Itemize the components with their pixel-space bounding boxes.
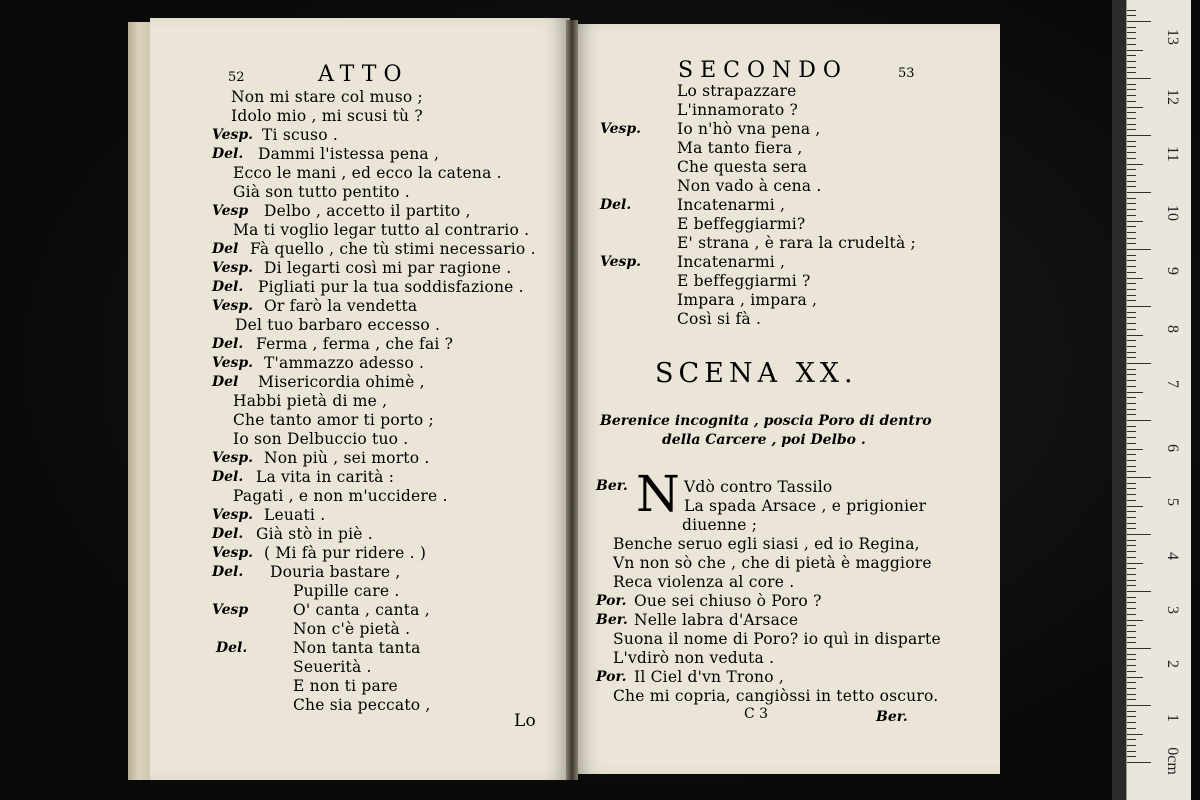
ruler-tick [1127,471,1136,472]
ruler-tick [1127,580,1136,581]
verse-line: Non tanta tanta [293,639,421,657]
verse-line: Pupille care . [293,582,400,600]
ruler-tick [1127,585,1136,586]
verse-line: Or farò la vendetta [264,297,418,315]
ruler-tick [1127,78,1151,79]
left-page-number: 52 [228,70,245,85]
verse-line: Che sia peccato , [293,696,431,714]
ruler-tick [1127,129,1136,130]
speaker-label: Vesp. [212,545,254,561]
ruler-tick [1127,312,1136,313]
ruler-tick [1127,517,1136,518]
ruler-tick [1127,181,1136,182]
scene-heading: SCENA XX. [655,358,858,389]
ruler-tick [1127,186,1136,187]
cast-line: della Carcere , poi Delbo . [662,432,866,448]
ruler-tick [1127,124,1136,125]
ruler-tick [1127,483,1136,484]
right-catchword: Ber. [876,709,908,725]
verse-line: Ti scuso . [262,126,338,144]
right-page-number: 53 [898,66,915,81]
verse-line: Incatenarmi , [677,196,786,214]
ruler-tick [1127,112,1136,113]
ruler-tick [1127,614,1136,615]
ruler-tick [1127,682,1136,683]
verse-line: L'innamorato ? [677,101,798,119]
verse-line: Delbo , accetto il partito , [264,202,471,220]
verse-line: Così si fà . [677,310,762,328]
ruler-tick [1127,568,1136,569]
ruler-tick [1127,232,1136,233]
ruler-tick [1127,357,1136,358]
ruler-tick [1127,158,1136,159]
ruler-tick [1127,249,1151,250]
ruler-tick [1127,295,1136,296]
verse-line: Pagati , e non m'uccidere . [233,487,448,505]
ruler-tick [1127,625,1136,626]
ruler-tick [1127,363,1151,364]
ruler-tick [1127,523,1136,524]
ruler-tick [1127,534,1151,535]
speaker-label: Vesp. [212,450,254,466]
ruler-tick [1127,420,1151,421]
speaker-label: Del. [212,469,244,485]
ruler-tick [1127,671,1136,672]
ruler-tick [1127,32,1136,33]
speaker-label: Vesp. [600,254,642,270]
measuring-ruler [1126,0,1191,800]
ruler-tick [1127,118,1136,119]
ruler-tick [1127,392,1143,393]
verse-line: L'vdirò non veduta . [613,649,775,667]
ruler-tick [1127,260,1136,261]
speaker-label: Vesp. [212,355,254,371]
ruler-tick [1127,745,1136,746]
ruler-tick [1127,141,1136,142]
ruler-tick [1127,488,1136,489]
verse-line: Vdò contro Tassilo [684,478,833,496]
ruler-tick [1127,431,1136,432]
verse-line: Che mi copria, cangiòssi in tetto oscuro. [613,687,939,705]
verse-line: Benche seruo egli siasi , ed io Regina, [613,535,920,553]
ruler-tick [1127,688,1136,689]
verse-line: Fà quello , che tù stimi necessario . [250,240,536,258]
verse-line: Douria bastare , [270,563,401,581]
ruler-tick [1127,10,1136,11]
ruler-tick [1127,648,1151,649]
ruler-tick [1127,306,1151,307]
ruler-tick [1127,756,1136,757]
ruler-tick [1127,55,1136,56]
ruler-tick [1127,414,1136,415]
ruler-tick [1127,146,1136,147]
speaker-label: Vesp. [212,298,254,314]
verse-line: Del tuo barbaro eccesso . [235,316,441,334]
ruler-tick [1127,38,1136,39]
right-running-head: SECONDO [678,58,848,83]
ruler-label-9: 9 [1164,267,1181,275]
ruler-tick [1127,266,1136,267]
verse-line: Io son Delbuccio tuo . [233,430,409,448]
ruler-tick [1127,751,1136,752]
ruler-tick [1127,739,1136,740]
ruler-tick [1127,500,1136,501]
speaker-label: Del. [216,640,248,656]
ruler-tick [1127,209,1136,210]
ruler-tick [1127,494,1136,495]
ruler-tick [1127,386,1136,387]
ruler-tick [1127,369,1136,370]
verse-line: Seuerità . [293,658,372,676]
speaker-label: Vesp [212,203,249,219]
speaker-label: Vesp [212,602,249,618]
ruler-label-0: 0cm [1164,747,1181,775]
ruler-tick [1127,665,1136,666]
ruler-label-1: 1 [1164,714,1181,722]
verse-line: Idolo mio , mi scusi tù ? [231,107,423,125]
ruler-tick [1127,164,1143,165]
ruler-tick [1127,323,1136,324]
ruler-label-4: 4 [1164,552,1181,560]
ruler-label-13: 13 [1164,29,1181,45]
verse-line: T'ammazzo adesso . [264,354,425,372]
ruler-tick [1127,44,1136,45]
ruler-tick [1127,215,1136,216]
speaker-label: Del. [600,197,632,213]
ruler-tick [1127,89,1136,90]
verse-line: Di legarti così mi par ragione . [264,259,512,277]
verse-line: Misericordia ohimè , [258,373,425,391]
speaker-label: Ber. [596,478,628,494]
ruler-tick [1127,637,1136,638]
verse-line: O' canta , canta , [293,601,430,619]
ruler-tick [1127,608,1136,609]
verse-line: E beffeggiarmi ? [677,272,811,290]
ruler-tick [1127,27,1136,28]
ruler-edge [1112,0,1126,800]
ruler-tick [1127,135,1151,136]
speaker-label: Del. [212,526,244,542]
speaker-label: Vesp. [212,507,254,523]
ruler-tick [1127,403,1136,404]
verse-line: Reca violenza al core . [613,573,795,591]
verse-line: Non mi stare col muso ; [231,88,423,106]
verse-line: Leuati . [264,506,326,524]
ruler-tick [1127,21,1151,22]
verse-line: Nelle labra d'Arsace [634,611,799,629]
ruler-label-10: 10 [1164,205,1181,221]
verse-line: Ma tanto fiera , [677,139,803,157]
verse-line: Ma ti voglio legar tutto al contrario . [233,221,530,239]
verse-line: Pigliati pur la tua soddisfazione . [258,278,524,296]
ruler-tick [1127,243,1136,244]
speaker-label: Por. [596,669,627,685]
verse-line: La spada Arsace , e prigionier [684,497,927,515]
ruler-tick [1127,437,1136,438]
ruler-tick [1127,563,1143,564]
ruler-tick [1127,272,1136,273]
left-running-head: ATTO [318,62,409,87]
ruler-tick [1127,152,1136,153]
ruler-tick [1127,289,1136,290]
ruler-tick [1127,591,1151,592]
ruler-tick [1127,654,1136,655]
verse-line: La vita in carità : [256,468,395,486]
ruler-tick [1127,540,1136,541]
ruler-tick [1127,631,1136,632]
ruler-tick [1127,238,1136,239]
ruler-tick [1127,397,1136,398]
ruler-tick [1127,84,1136,85]
ruler-label-11: 11 [1164,146,1181,162]
verse-line: Non vado à cena . [677,177,822,195]
ruler-tick [1127,340,1136,341]
left-catchword: Lo [514,711,536,731]
speaker-label: Vesp. [212,127,254,143]
speaker-label: Del. [212,564,244,580]
ruler-tick [1127,329,1136,330]
ruler-tick [1127,642,1136,643]
ruler-tick [1127,477,1151,478]
speaker-label: Del [212,374,239,390]
ruler-tick [1127,15,1136,16]
verse-line: Lo strapazzare [677,82,797,100]
speaker-label: Vesp. [600,121,642,137]
ruler-tick [1127,317,1136,318]
book-gutter [566,20,578,780]
ruler-tick [1127,454,1136,455]
ruler-tick [1127,169,1136,170]
ruler-tick [1127,67,1136,68]
ruler-tick [1127,734,1143,735]
ruler-tick [1127,95,1136,96]
verse-line: Già son tutto pentito . [233,183,410,201]
verse-line: Habbi pietà di me , [233,392,388,410]
verse-line: Già stò in piè . [256,525,373,543]
ruler-tick [1127,50,1143,51]
ruler-tick [1127,409,1136,410]
ruler-label-8: 8 [1164,325,1181,333]
verse-line: E non ti pare [293,677,398,695]
ruler-tick [1127,61,1136,62]
ruler-tick [1127,203,1136,204]
ruler-tick [1127,72,1136,73]
verse-line: Suona il nome di Poro? io quì in disparte [613,630,941,648]
ruler-tick [1127,705,1151,706]
ruler-tick [1127,602,1136,603]
speaker-label: Del. [212,336,244,352]
ruler-tick [1127,192,1151,193]
ruler-tick [1127,728,1136,729]
ruler-tick [1127,380,1136,381]
ruler-tick [1127,574,1136,575]
verse-line: E' strana , è rara la crudeltà ; [677,234,916,252]
ruler-tick [1127,346,1136,347]
ruler-label-12: 12 [1164,89,1181,105]
ruler-tick [1127,511,1136,512]
ruler-tick [1127,300,1136,301]
ruler-tick [1127,620,1143,621]
ruler-tick [1127,352,1136,353]
verse-line: Impara , impara , [677,291,818,309]
ruler-tick [1127,597,1136,598]
verse-line: Incatenarmi , [677,253,786,271]
ruler-tick [1127,506,1143,507]
verse-line: Io n'hò vna pena , [677,120,821,138]
ruler-tick [1127,466,1136,467]
ruler-tick [1127,551,1136,552]
ruler-tick [1127,335,1143,336]
speaker-label: Del [212,241,239,257]
drop-cap: N [636,465,680,523]
verse-line: Ecco le mani , ed ecco la catena . [233,164,502,182]
speaker-label: Del. [212,279,244,295]
ruler-label-5: 5 [1164,498,1181,506]
ruler-tick [1127,711,1136,712]
ruler-tick [1127,699,1136,700]
ruler-tick [1127,528,1136,529]
ruler-tick [1127,762,1151,763]
verse-line: Il Ciel d'vn Trono , [634,668,784,686]
verse-line: Oue sei chiuso ò Poro ? [634,592,822,610]
speaker-label: Del. [212,146,244,162]
ruler-tick [1127,107,1143,108]
cast-line: Berenice incognita , poscia Poro di dentro [600,413,932,429]
ruler-tick [1127,557,1136,558]
verse-line: Dammi l'istessa pena , [258,145,440,163]
ruler-tick [1127,221,1143,222]
verse-line: Non più , sei morto . [264,449,430,467]
ruler-tick [1127,278,1143,279]
ruler-tick [1127,443,1136,444]
ruler-tick [1127,374,1136,375]
ruler-tick [1127,198,1136,199]
verse-line: E beffeggiarmi? [677,215,806,233]
speaker-label: Vesp. [212,260,254,276]
ruler-tick [1127,101,1136,102]
verse-line: diuenne ; [682,516,758,534]
signature-mark: C 3 [744,706,769,722]
ruler-tick [1127,283,1136,284]
ruler-tick [1127,716,1136,717]
ruler-tick [1127,659,1136,660]
ruler-tick [1127,722,1136,723]
ruler-tick [1127,677,1143,678]
speaker-label: Ber. [596,612,628,628]
ruler-tick [1127,175,1136,176]
ruler-label-6: 6 [1164,444,1181,452]
ruler-tick [1127,226,1136,227]
speaker-label: Por. [596,593,627,609]
ruler-tick [1127,694,1136,695]
verse-line: Ferma , ferma , che fai ? [256,335,454,353]
verse-line: ( Mi fà pur ridere . ) [264,544,427,562]
verse-line: Che questa sera [677,158,808,176]
ruler-tick [1127,460,1136,461]
ruler-label-3: 3 [1164,606,1181,614]
ruler-tick [1127,255,1136,256]
ruler-label-7: 7 [1164,380,1181,388]
verse-line: Vn non sò che , che di pietà è maggiore [613,554,932,572]
verse-line: Che tanto amor ti porto ; [233,411,434,429]
ruler-label-2: 2 [1164,660,1181,668]
ruler-tick [1127,426,1136,427]
verse-line: Non c'è pietà . [293,620,411,638]
ruler-tick [1127,449,1143,450]
ruler-tick [1127,545,1136,546]
